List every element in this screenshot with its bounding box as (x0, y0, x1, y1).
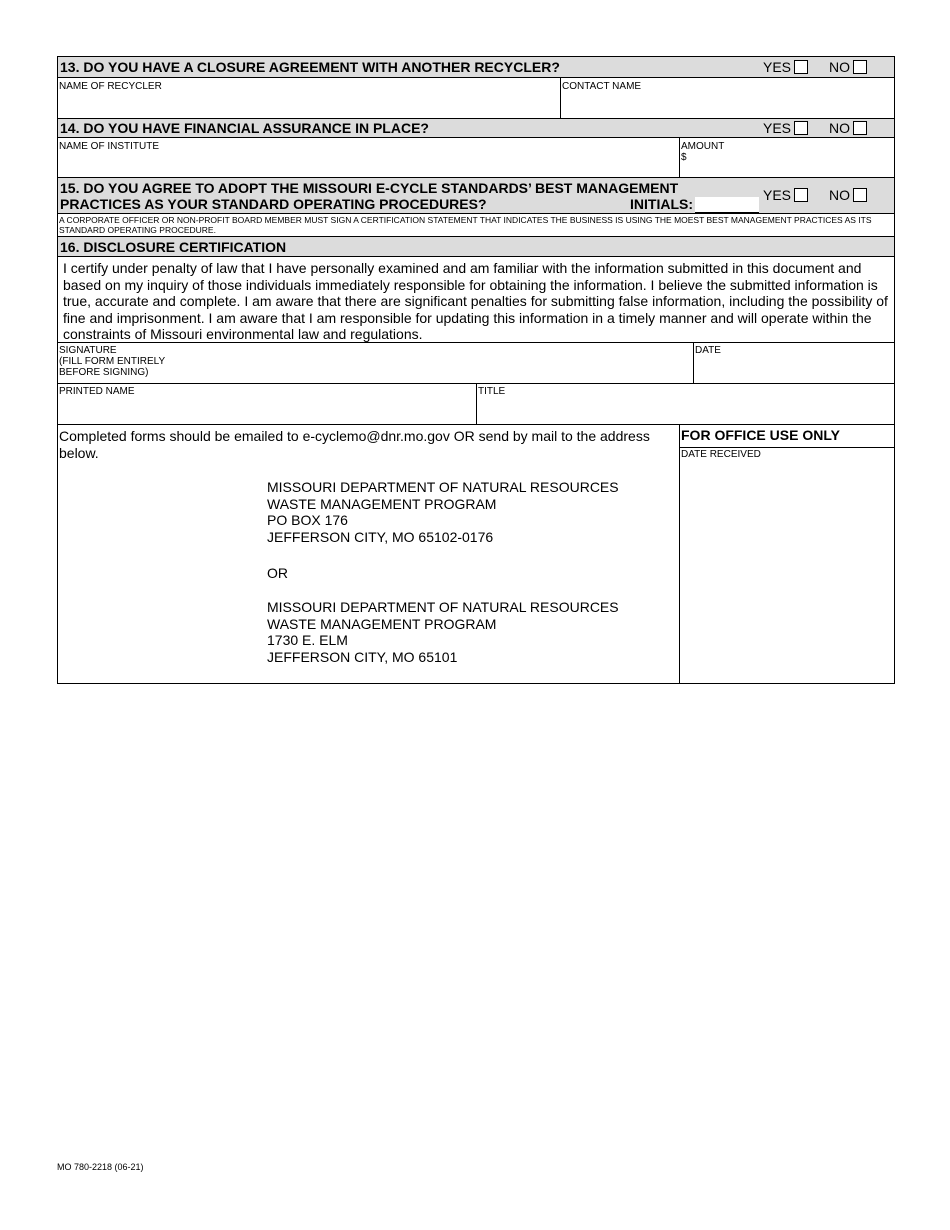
signature-label: SIGNATURE (59, 345, 117, 356)
printed-name-label: PRINTED NAME (59, 386, 135, 397)
q15-no-option[interactable]: NO (829, 187, 867, 203)
q16-header (58, 237, 894, 257)
initials-field[interactable] (695, 197, 759, 213)
q14-no-option[interactable]: NO (829, 120, 867, 136)
q16-title: 16. DISCLOSURE CERTIFICATION (60, 239, 287, 255)
printed-name-row (58, 384, 894, 425)
office-use-section (679, 425, 894, 683)
certification-statement (58, 257, 894, 343)
title-label: TITLE (478, 386, 506, 397)
address2-line4: JEFFERSON CITY, MO 65101 (267, 648, 458, 665)
signature-note-1: (FILL FORM ENTIRELY (59, 356, 166, 367)
signature-row (58, 343, 894, 384)
q15-title-line2: PRACTICES AS YOUR STANDARD OPERATING PROCEDURES? (60, 196, 487, 212)
q15-yes-option[interactable]: YES (763, 187, 808, 203)
signature-date-field[interactable] (693, 343, 894, 383)
title-field[interactable] (476, 384, 894, 424)
amount-field[interactable] (679, 138, 894, 177)
form-number: MO 780-2218 (06-21) (57, 1162, 144, 1172)
certification-text: I certify under penalty of law that I have personally examined and am familiar with the information submitted in this document and based on my inquiry of those individuals immediately responsible for obtaining the information. I believe the submitted information is true, accurate and complete. I am aware that there are significant penalties for submitting false information, including the possibility of fine and imprisonment. I am aware that I am responsible for updating this information in a timely manner and will operate within the constraints of Missouri environmental law and regulations. (63, 260, 888, 342)
address1-line3: PO BOX 176 (267, 512, 348, 528)
q15-note-text: A CORPORATE OFFICER OR NON-PROFIT BOARD MEMBER MUST SIGN A CERTIFICATION STATEMENT THAT INDICATES THE BUSINESS IS USING THE MOEST BEST MANAGEMENT PRACTICES AS ITS STANDARD OPERATING PROCEDURE. (59, 215, 872, 235)
q14-yes-checkbox[interactable] (794, 121, 808, 135)
recycler-name-label: NAME OF RECYCLER (59, 81, 162, 92)
initials-label: INITIALS: (630, 196, 693, 212)
q15-header (58, 178, 894, 214)
q13-yes-option[interactable]: YES (763, 59, 808, 75)
q15-no-checkbox[interactable] (853, 188, 867, 202)
q14-yes-option[interactable]: YES (763, 120, 808, 136)
q13-no-checkbox[interactable] (853, 60, 867, 74)
q14-title: 14. DO YOU HAVE FINANCIAL ASSURANCE IN PLACE? (60, 120, 429, 136)
form-frame (57, 56, 895, 684)
submission-instructions: Completed forms should be emailed to e-cyclemo@dnr.mo.gov OR send by mail to the address below. (59, 428, 650, 461)
signature-date-label: DATE (695, 345, 721, 356)
q13-no-option[interactable]: NO (829, 59, 867, 75)
address2-line3: 1730 E. ELM (267, 632, 348, 648)
mailing-address-1 (267, 479, 619, 545)
date-received-field (680, 448, 894, 461)
address2-line1: MISSOURI DEPARTMENT OF NATURAL RESOURCES (267, 599, 619, 615)
q13-header (58, 57, 894, 78)
contact-name-label: CONTACT NAME (562, 81, 642, 92)
signature-field[interactable] (58, 343, 693, 383)
address2-line2: WASTE MANAGEMENT PROGRAM (267, 615, 497, 632)
q13-title: 13. DO YOU HAVE A CLOSURE AGREEMENT WITH ANOTHER RECYCLER? (60, 59, 560, 75)
amount-label: AMOUNT (681, 141, 725, 152)
signature-note-2: BEFORE SIGNING) (59, 367, 149, 378)
q13-fields (58, 78, 894, 119)
address1-line2: WASTE MANAGEMENT PROGRAM (267, 495, 497, 512)
address1-line1: MISSOURI DEPARTMENT OF NATURAL RESOURCES (267, 479, 619, 495)
submission-row (58, 425, 894, 683)
address-or: OR (267, 565, 288, 581)
q13-yes-checkbox[interactable] (794, 60, 808, 74)
contact-name-field[interactable] (560, 78, 894, 118)
address1-line4: JEFFERSON CITY, MO 65102-0176 (267, 528, 494, 545)
printed-name-field[interactable] (58, 384, 476, 424)
institute-name-label: NAME OF INSTITUTE (59, 141, 159, 152)
q14-header (58, 119, 894, 138)
amount-dollar-sign: $ (681, 152, 687, 163)
q14-no-checkbox[interactable] (853, 121, 867, 135)
q15-yes-checkbox[interactable] (794, 188, 808, 202)
office-use-title: FOR OFFICE USE ONLY (680, 425, 894, 448)
recycler-name-field[interactable] (58, 78, 560, 118)
q15-note (58, 214, 894, 237)
q15-title-line1: 15. DO YOU AGREE TO ADOPT THE MISSOURI E-CYCLE STANDARDS’ BEST MANAGEMENT (60, 180, 679, 196)
institute-name-field[interactable] (58, 138, 679, 177)
mailing-address-2 (267, 599, 619, 665)
submission-section (58, 425, 679, 683)
q14-fields (58, 138, 894, 178)
date-received-label: DATE RECEIVED (681, 449, 761, 460)
